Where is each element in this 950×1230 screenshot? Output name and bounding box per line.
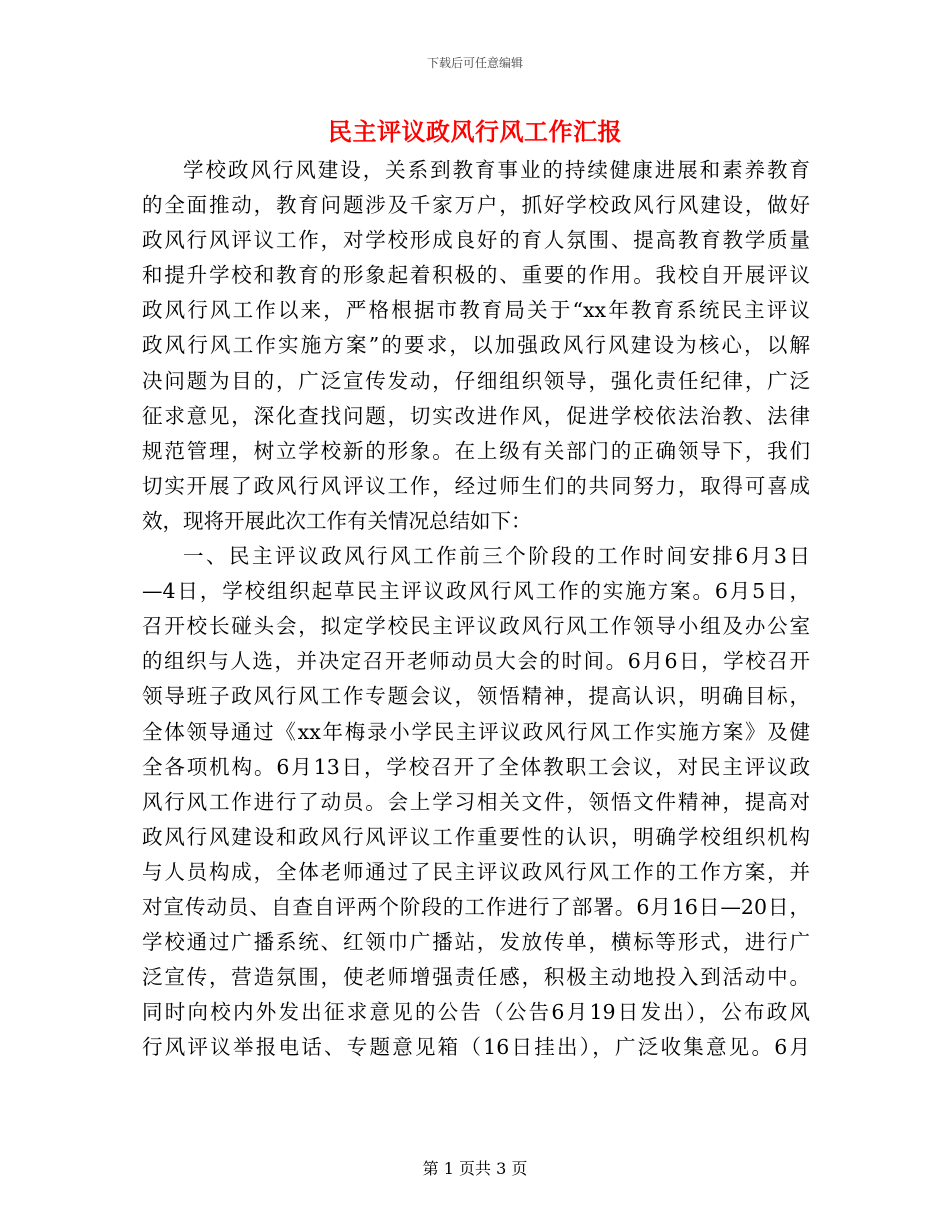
body-line: 全体领导通过《xx年梅录小学民主评议政风行风工作实施方案》及健 bbox=[142, 719, 810, 744]
document-body bbox=[142, 153, 810, 1065]
body-line: 风行风工作进行了动员。会上学习相关文件，领悟文件精神，提高对 bbox=[142, 789, 810, 814]
body-line: 一、民主评议政风行风工作前三个阶段的工作时间安排6月3日 bbox=[183, 544, 810, 569]
body-line: 的组织与人选，并决定召开老师动员大会的时间。6月6日，学校召开 bbox=[142, 649, 810, 674]
body-line: 领导班子政风行风工作专题会议，领悟精神，提高认识，明确目标， bbox=[142, 684, 810, 709]
page-number: 第 1 页共 3 页 bbox=[422, 1159, 528, 1178]
body-line: 与人员构成，全体老师通过了民主评议政风行风工作的工作方案，并 bbox=[142, 859, 810, 884]
body-line: 切实开展了政风行风评议工作，经过师生们的共同努力，取得可喜成 bbox=[142, 473, 810, 498]
body-line: 效，现将开展此次工作有关情况总结如下： bbox=[142, 508, 532, 533]
body-line: 行风评议举报电话、专题意见箱（16日挂出），广泛收集意见。6月 bbox=[142, 1035, 810, 1060]
body-line: 政风行风工作实施方案”的要求，以加强政风行风建设为核心，以解 bbox=[142, 333, 810, 358]
body-line: 泛宣传，营造氛围，使老师增强责任感，积极主动地投入到活动中。 bbox=[142, 965, 810, 990]
header-note: 下载后可任意编辑 bbox=[426, 56, 523, 70]
body-line: 规范管理，树立学校新的形象。在上级有关部门的正确领导下，我们 bbox=[142, 438, 810, 463]
body-line: 政风行风工作以来，严格根据市教育局关于“xx年教育系统民主评议 bbox=[142, 298, 810, 323]
body-line: —4日，学校组织起草民主评议政风行风工作的实施方案。6月5日， bbox=[142, 579, 810, 604]
body-line: 和提升学校和教育的形象起着积极的、重要的作用。我校自开展评议 bbox=[142, 263, 810, 288]
body-line: 学校通过广播系统、红领巾广播站，发放传单，横标等形式，进行广 bbox=[142, 930, 810, 955]
body-line: 决问题为目的，广泛宣传发动，仔细组织领导，强化责任纪律，广泛 bbox=[142, 368, 810, 393]
body-line: 的全面推动，教育问题涉及千家万户，抓好学校政风行风建设，做好 bbox=[142, 193, 810, 218]
body-line: 政风行风评议工作，对学校形成良好的育人氛围、提高教育教学质量 bbox=[142, 228, 810, 253]
body-line: 学校政风行风建设，关系到教育事业的持续健康进展和素养教育 bbox=[183, 158, 810, 182]
body-line: 全各项机构。6月13日，学校召开了全体教职工会议，对民主评议政 bbox=[142, 754, 810, 779]
body-line: 征求意见，深化查找问题，切实改进作风，促进学校依法治教、法律 bbox=[142, 403, 810, 428]
body-line: 对宣传动员、自查自评两个阶段的工作进行了部署。6月16日—20日， bbox=[142, 894, 810, 919]
body-line: 同时向校内外发出征求意见的公告（公告6月19日发出），公布政风 bbox=[142, 1000, 810, 1025]
body-line: 政风行风建设和政风行风评议工作重要性的认识，明确学校组织机构 bbox=[142, 824, 810, 849]
document-title: 民主评议政风行风工作汇报 bbox=[328, 117, 622, 146]
body-line: 召开校长碰头会，拟定学校民主评议政风行风工作领导小组及办公室 bbox=[142, 614, 810, 639]
